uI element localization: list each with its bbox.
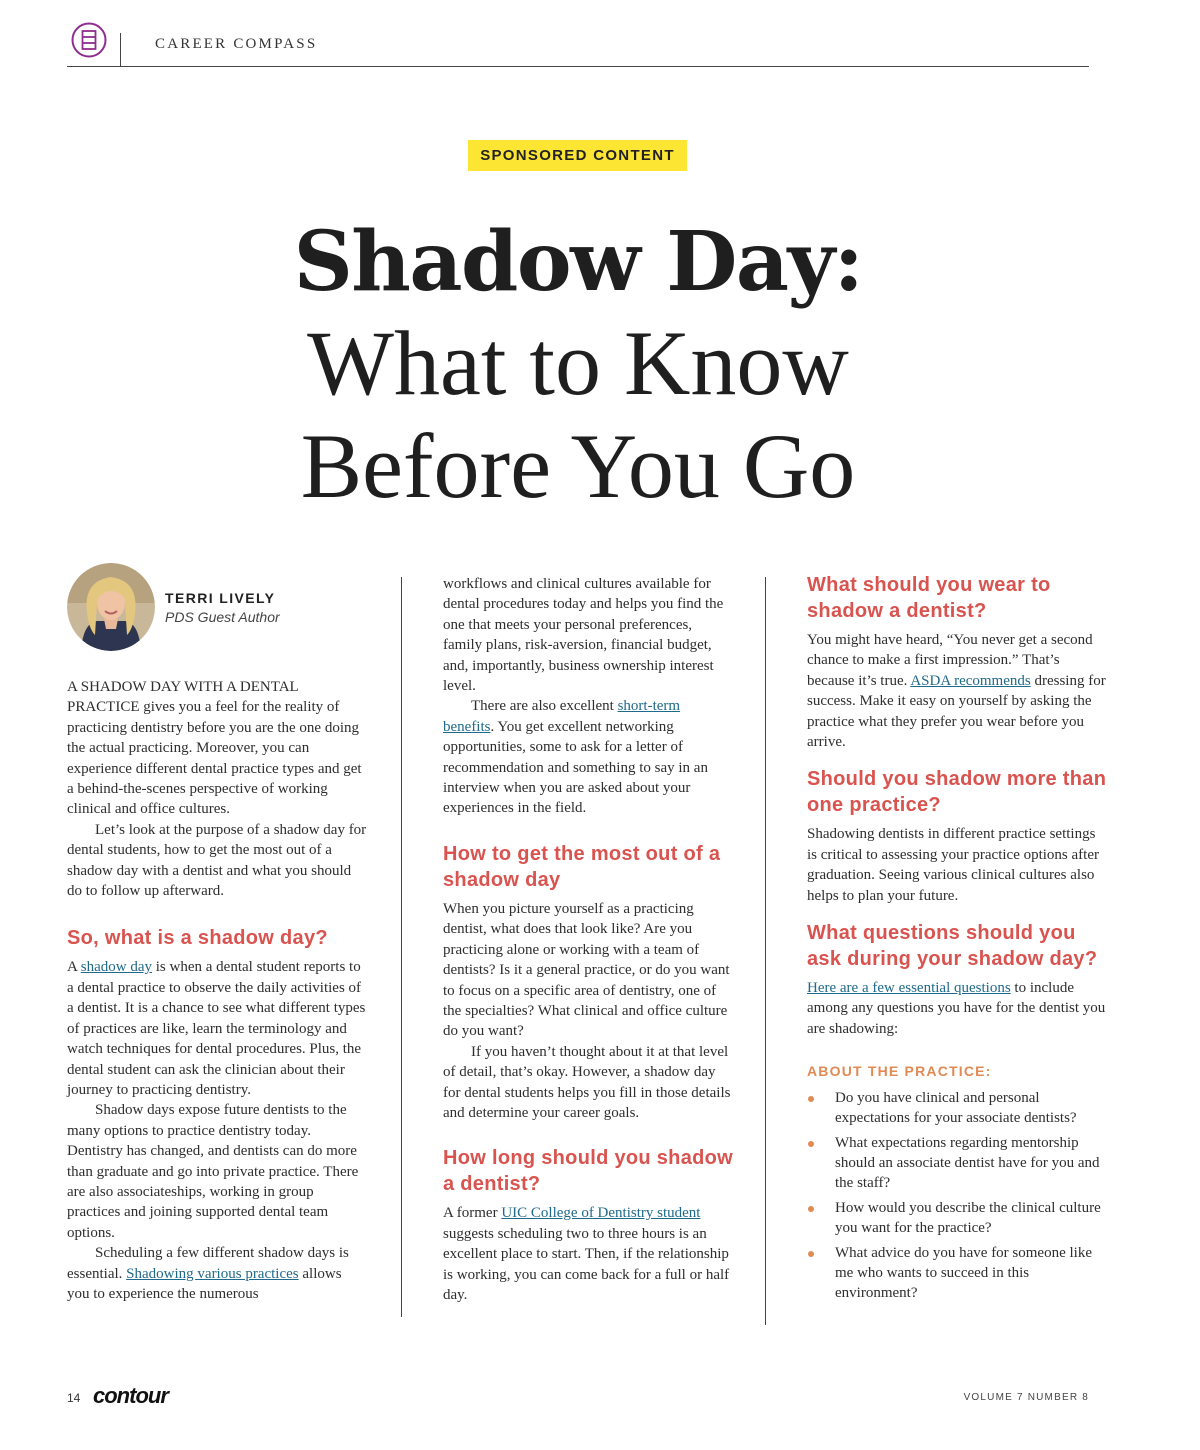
page-number: 14 bbox=[67, 1391, 81, 1405]
list-item: Do you have clinical and personal expectations for your associate dentists? bbox=[807, 1088, 1107, 1129]
section-title: CAREER COMPASS bbox=[155, 36, 318, 52]
volume-label: VOLUME 7 NUMBER 8 bbox=[963, 1392, 1089, 1403]
subheading-what-to-wear: What should you wear to shadow a dentist? bbox=[807, 574, 1051, 622]
sponsored-content-badge: SPONSORED CONTENT bbox=[468, 140, 687, 171]
intro-paragraph: A SHADOW DAY WITH A DENTAL PRACTICE gives you a feel for the reality of practicing dentistry before you are the one doing the actual practicing. Moreover, you can experience different dental practice types and get a behind-the-scenes perspective of working clinical and office cultures. bbox=[67, 679, 362, 818]
article-title bbox=[150, 212, 1006, 518]
list-item: What advice do you have for someone like me who wants to succeed in this environment? bbox=[807, 1243, 1107, 1304]
contour-brand-logo: contour bbox=[93, 1383, 168, 1408]
column-divider bbox=[765, 577, 766, 1325]
article-column-1 bbox=[67, 677, 367, 1304]
magazine-logo-icon bbox=[71, 22, 107, 58]
header-rule bbox=[67, 66, 1089, 67]
subheading-what-is-shadow-day: So, what is a shadow day? bbox=[67, 927, 328, 950]
paragraph: Shadow days expose future dentists to the many options to practice dentistry today. Dentistry has changed, and dentists can do more than graduate and go into private practice. There are also associateships, working in group practices and joining supported dental team options. bbox=[67, 1102, 359, 1241]
subheading-shadow-more-than-one: Should you shadow more than one practice? bbox=[807, 768, 1107, 817]
paragraph: There are also excellent short-term benefits. You get excellent networking opportunities, some to ask for a letter of recommendation and something to say in an interview when you are asked about your experiences in the field. bbox=[443, 698, 708, 817]
list-heading: ABOUT THE PRACTICE: bbox=[807, 1063, 992, 1080]
author-byline bbox=[67, 563, 367, 653]
paragraph: Let’s look at the purpose of a shadow day for dental students, how to get the most out of a shadow day with a dentist and what you should do to follow up afterward. bbox=[67, 821, 367, 900]
uic-college-link[interactable]: UIC College of Dentistry student bbox=[501, 1205, 701, 1222]
list-item: How would you describe the clinical culture you want for the practice? bbox=[807, 1198, 1107, 1239]
bullet-icon bbox=[808, 1096, 814, 1102]
subheading-what-questions: What questions should you ask during your shadow day? bbox=[807, 922, 1098, 971]
author-role: PDS Guest Author bbox=[165, 609, 280, 625]
paragraph: If you haven’t thought about it at that level of detail, that’s okay. However, a shadow day for dental students helps you fill in those details and determine your career goals. bbox=[443, 1043, 731, 1121]
column-divider bbox=[401, 577, 402, 1317]
question-list bbox=[807, 1088, 1107, 1304]
bullet-icon bbox=[808, 1206, 814, 1212]
short-term-benefits-link[interactable]: short-term benefits bbox=[443, 698, 681, 735]
author-avatar bbox=[67, 563, 155, 651]
paragraph: You might have heard, “You never get a second chance to make a first impression.” That’s because it’s true. ASDA recommends dressing for success. Make it easy on yourself by asking the practice what they prefer you wear before you arrive. bbox=[807, 632, 1106, 751]
subheading-how-long: How long should you shadow a dentist? bbox=[443, 1147, 734, 1196]
paragraph: A former UIC College of Dentistry student suggests scheduling two to three hours is an excellent place to start. Then, if the relationship is working, you can come back for a full or half day. bbox=[443, 1205, 730, 1303]
paragraph: workflows and clinical cultures available for dental procedures today and helps you find the one that meets your personal preferences, family plans, risk-aversion, financial budget, and, importantly, business ownership interest level. bbox=[443, 576, 724, 695]
paragraph: Here are a few essential questions to include among any questions you have for the dentist you are shadowing: bbox=[807, 980, 1106, 1037]
author-name: TERRI LIVELY bbox=[165, 590, 276, 606]
paragraph: Shadowing dentists in different practice settings is critical to assessing your practice options after graduation. Seeing various clinical cultures also helps to plan your future. bbox=[807, 826, 1099, 904]
bullet-icon bbox=[808, 1251, 814, 1257]
title-line-2: What to Know bbox=[307, 312, 849, 414]
asda-recommends-link[interactable]: ASDA recommends bbox=[910, 672, 1031, 689]
title-line-3: Before You Go bbox=[300, 415, 856, 517]
shadowing-various-practices-link[interactable]: Shadowing various practices bbox=[126, 1265, 299, 1282]
essential-questions-link[interactable]: Here are a few essential questions bbox=[807, 980, 1011, 997]
list-item: What expectations regarding mentorship should an associate dentist have for you and the staff? bbox=[807, 1133, 1107, 1194]
paragraph: When you picture yourself as a practicing dentist, what does that look like? Are you practicing alone or working with a team of dentists? Is it a general practice, or do you want to focus on a specific area of dentistry, one of the specialties? What clinical and office culture do you want? bbox=[443, 900, 730, 1040]
bullet-icon bbox=[808, 1141, 814, 1147]
paragraph: Scheduling a few different shadow days is essential. Shadowing various practices allows you to experience the numerous bbox=[67, 1245, 349, 1302]
article-column-2 bbox=[443, 574, 733, 1305]
article-column-3 bbox=[807, 572, 1107, 1308]
paragraph: A shadow day is when a dental student reports to a dental practice to observe the daily activities of a dentist. It is a chance to see what different types of practices are like, learn the terminology and watch techniques for dental procedures. Plus, the dental student can ask the clinician about their journey to practicing dentistry. bbox=[67, 959, 366, 1098]
subheading-get-most-out: How to get the most out of a shadow day bbox=[443, 842, 721, 891]
header-separator bbox=[120, 33, 121, 67]
shadow-day-link[interactable]: shadow day bbox=[80, 959, 153, 976]
title-line-1: Shadow Day: bbox=[293, 214, 863, 310]
